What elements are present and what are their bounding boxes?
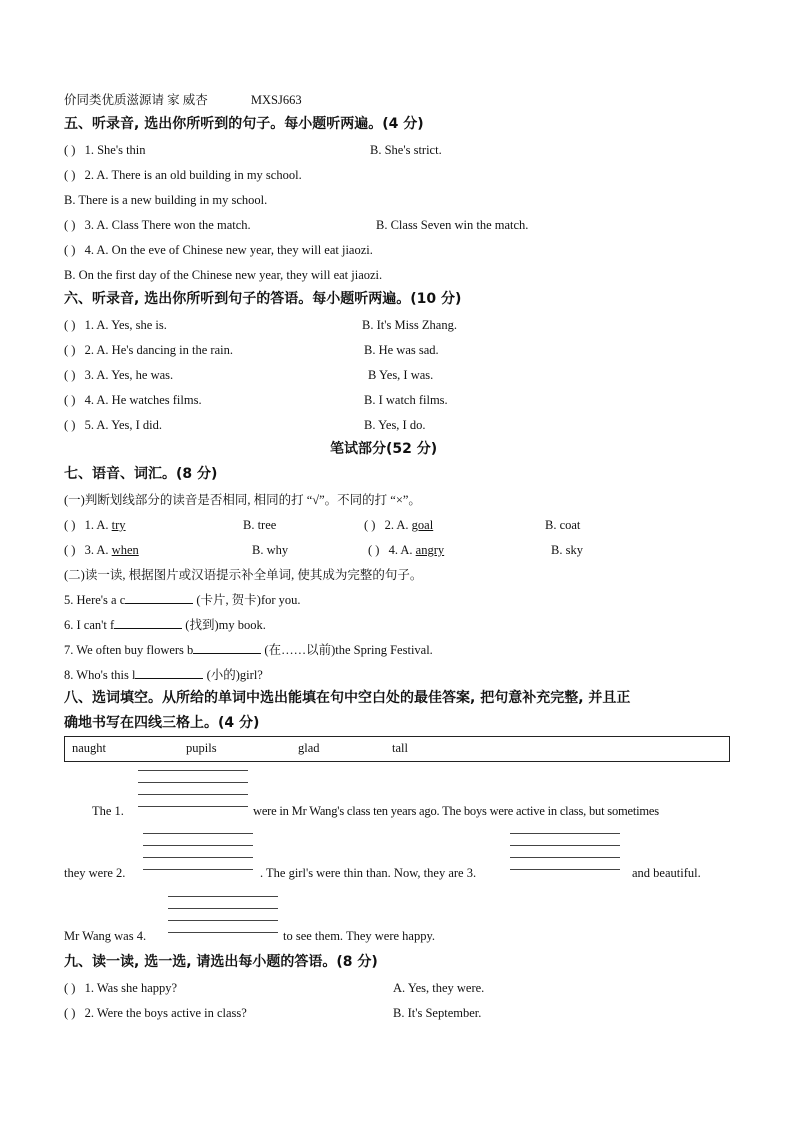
s6-q1 xyxy=(64,317,167,333)
question-number: 1. A. xyxy=(84,518,109,532)
sentence-start: 5. Here's a c xyxy=(64,593,126,607)
s7-row2-b2 xyxy=(551,542,583,558)
word-b: B. coat xyxy=(545,518,581,532)
s6-q5 xyxy=(64,417,162,433)
word-bank xyxy=(64,736,730,762)
answer-paren: ( ) xyxy=(64,543,76,557)
passage-2c: and beautiful. xyxy=(632,866,701,880)
blank[interactable] xyxy=(125,592,193,604)
passage-1b: were in Mr Wang's class ten years ago. The boys were active in class, but sometimes xyxy=(253,804,659,818)
section-8-title-line1: 八、选词填空。从所给的单词中选出能填在句中空白处的最佳答案, 把句意补充完整, 并且正 xyxy=(64,690,631,706)
s7-row1-right xyxy=(364,517,433,533)
answer-paren: ( ) xyxy=(64,243,76,257)
word-bank-item: naught xyxy=(72,741,107,755)
option-a: 2. A. There is an old building in my school. xyxy=(84,168,302,182)
four-line-grid-4[interactable] xyxy=(168,896,278,936)
section-6-title: 六、听录音, 选出你所听到句子的答语。每小题听两遍。(10 分) xyxy=(64,291,462,307)
section-8-title-line2: 确地书写在四线三格上。(4 分) xyxy=(64,715,260,731)
s5-q3-b: B. Class Seven win the match. xyxy=(376,218,529,232)
s6-q3 xyxy=(64,367,173,383)
header-code: MXSJ663 xyxy=(250,93,302,107)
option-a: 3. A. Class There won the match. xyxy=(84,218,251,232)
passage-3b: to see them. They were happy. xyxy=(283,929,436,943)
s7-row1-b1 xyxy=(243,517,276,533)
s7-part2-instruction: (二)读一读, 根据图片或汉语提示补全单词, 使其成为完整的句子。 xyxy=(64,568,423,582)
passage-2a: they were 2. xyxy=(64,866,126,880)
header-note-text: 价同类优质滋源请 家 威杏 xyxy=(64,93,208,107)
answer-paren: ( ) xyxy=(64,393,76,407)
fill-sentence-5 xyxy=(64,592,301,608)
s5-q3 xyxy=(64,217,251,233)
four-line-grid-3[interactable] xyxy=(510,833,620,873)
word-bank-item: pupils xyxy=(186,741,217,755)
s9-q2 xyxy=(64,1005,247,1021)
written-part-title: 笔试部分(52 分) xyxy=(330,441,438,457)
word-b: B. why xyxy=(252,543,289,557)
s5-q1-b: B. She's strict. xyxy=(370,143,442,157)
answer-paren: ( ) xyxy=(364,518,376,532)
answer-paren: ( ) xyxy=(368,543,380,557)
s6-q4-b: B. I watch films. xyxy=(364,393,448,407)
passage-2b: . The girl's were thin than. Now, they are 3. xyxy=(260,866,477,880)
four-line-grid-2[interactable] xyxy=(143,833,253,873)
s7-row2-right xyxy=(368,542,444,558)
word-b: B. tree xyxy=(243,518,277,532)
s7-part1-instruction: (一)判断划线部分的读音是否相同, 相同的打 “√”。不同的打 “×”。 xyxy=(64,493,421,507)
answer-paren: ( ) xyxy=(64,418,76,432)
section-5-title: 五、听录音, 选出你所听到的句子。每小题听两遍。(4 分) xyxy=(64,116,424,132)
s5-q2-b: B. There is a new building in my school. xyxy=(64,193,268,207)
passage-1a: The 1. xyxy=(92,804,124,818)
option-a: 1. She's thin xyxy=(84,143,146,157)
option-a: 3. A. Yes, he was. xyxy=(84,368,174,382)
four-line-grid-1[interactable] xyxy=(138,770,248,810)
blank[interactable] xyxy=(193,642,261,654)
s6-q4 xyxy=(64,392,202,408)
sentence-start: 7. We often buy flowers b xyxy=(64,643,194,657)
answer-paren: ( ) xyxy=(64,168,76,182)
answer-paren: ( ) xyxy=(64,318,76,332)
s6-q2-b: B. He was sad. xyxy=(364,343,439,357)
sentence-hint: (找到)my book. xyxy=(185,618,266,632)
question-number: 3. A. xyxy=(84,543,109,557)
sentence-hint: (在……以前)the Spring Festival. xyxy=(264,643,433,657)
s9-q1 xyxy=(64,980,177,996)
s6-q3-b: B Yes, I was. xyxy=(368,368,434,382)
option-a: 1. A. Yes, she is. xyxy=(84,318,167,332)
answer-paren: ( ) xyxy=(64,143,76,157)
option-a: 5. A. Yes, I did. xyxy=(84,418,163,432)
s6-q1-b: B. It's Miss Zhang. xyxy=(362,318,457,332)
word-underlined: when xyxy=(111,543,139,557)
passage-3a: Mr Wang was 4. xyxy=(64,929,147,943)
section-7-title: 七、语音、词汇。(8 分) xyxy=(64,466,218,482)
answer-paren: ( ) xyxy=(64,368,76,382)
option-a: 4. A. He watches films. xyxy=(84,393,202,407)
s9-q2-answer: B. It's September. xyxy=(393,1006,482,1020)
s6-q5-b: B. Yes, I do. xyxy=(364,418,426,432)
blank[interactable] xyxy=(114,617,182,629)
sentence-hint: (卡片, 贺卡)for you. xyxy=(196,593,301,607)
header-note xyxy=(64,92,302,108)
word-bank-item: tall xyxy=(392,741,408,755)
word-underlined: angry xyxy=(415,543,445,557)
answer-paren: ( ) xyxy=(64,518,76,532)
fill-sentence-7 xyxy=(64,642,433,658)
s6-q2 xyxy=(64,342,233,358)
s5-q4-b: B. On the first day of the Chinese new year, they will eat jiaozi. xyxy=(64,268,383,282)
s9-q1-answer: A. Yes, they were. xyxy=(393,981,485,995)
question-number: 2. A. xyxy=(384,518,409,532)
s5-q4 xyxy=(64,242,373,258)
sentence-start: 6. I can't f xyxy=(64,618,115,632)
s7-row1-b2 xyxy=(545,517,580,533)
sentence-start: 8. Who's this l xyxy=(64,668,136,682)
s5-q1 xyxy=(64,142,146,158)
answer-paren: ( ) xyxy=(64,1006,76,1020)
word-b: B. sky xyxy=(551,543,583,557)
sentence-hint: (小的)girl? xyxy=(206,668,263,682)
answer-paren: ( ) xyxy=(64,981,76,995)
blank[interactable] xyxy=(135,667,203,679)
fill-sentence-6 xyxy=(64,617,266,633)
answer-paren: ( ) xyxy=(64,218,76,232)
s5-q2 xyxy=(64,167,302,183)
s7-row1-left xyxy=(64,517,126,533)
s7-row2-left xyxy=(64,542,139,558)
question-number: 4. A. xyxy=(388,543,413,557)
answer-paren: ( ) xyxy=(64,343,76,357)
s7-row2-b1 xyxy=(252,542,288,558)
word-underlined: goal xyxy=(411,518,434,532)
fill-sentence-8 xyxy=(64,667,263,683)
word-underlined: try xyxy=(111,518,126,532)
option-a: 4. A. On the eve of Chinese new year, they will eat jiaozi. xyxy=(84,243,373,257)
option-a: 2. A. He's dancing in the rain. xyxy=(84,343,233,357)
question-text: 2. Were the boys active in class? xyxy=(84,1006,247,1020)
word-bank-item: glad xyxy=(298,741,320,755)
question-text: 1. Was she happy? xyxy=(84,981,178,995)
section-9-title: 九、读一读, 选一选, 请选出每小题的答语。(8 分) xyxy=(64,954,378,970)
